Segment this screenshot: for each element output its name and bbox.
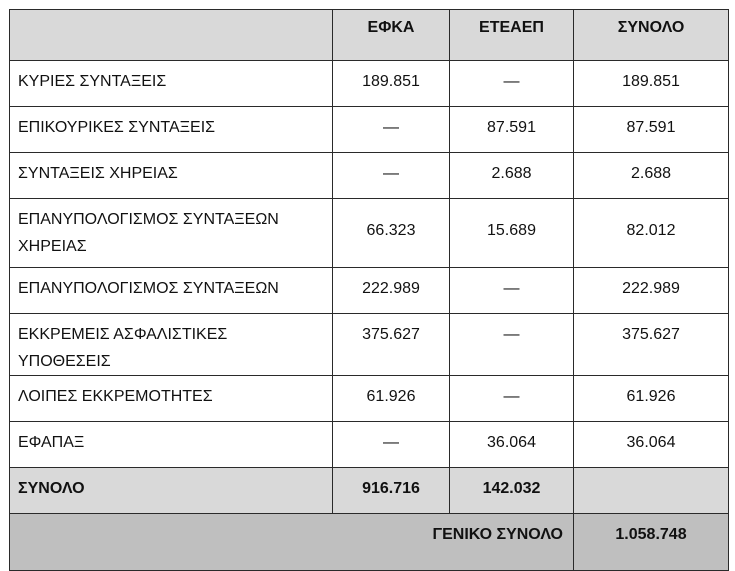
pending-cases-table [9, 9, 729, 571]
totals-row [10, 468, 729, 514]
table-row [10, 199, 729, 268]
table-row [10, 153, 729, 199]
row-total-value: 82.012 [574, 199, 729, 268]
table-row [10, 376, 729, 422]
header-eteaep: ΕΤΕΑΕΠ [450, 10, 574, 61]
table-header-row [10, 10, 729, 61]
row-efka-value: 222.989 [333, 268, 450, 314]
row-eteaep-value: 15.689 [450, 199, 574, 268]
grand-total-label: ΓΕΝΙΚΟ ΣΥΝΟΛΟ [10, 514, 574, 571]
totals-total-value [574, 468, 729, 514]
table-row [10, 268, 729, 314]
row-efka-value: — [333, 422, 450, 468]
grand-total-value: 1.058.748 [574, 514, 729, 571]
row-label: ΕΚΚΡΕΜΕΙΣ ΑΣΦΑΛΙΣΤΙΚΕΣ ΥΠΟΘΕΣΕΙΣ [10, 314, 333, 376]
header-efka: ΕΦΚΑ [333, 10, 450, 61]
row-label: ΕΠΑΝΥΠΟΛΟΓΙΣΜΟΣ ΣΥΝΤΑΞΕΩΝ ΧΗΡΕΙΑΣ [10, 199, 333, 268]
row-total-value: 375.627 [574, 314, 729, 376]
grand-total-row [10, 514, 729, 571]
row-eteaep-value: 87.591 [450, 107, 574, 153]
row-total-value: 36.064 [574, 422, 729, 468]
row-efka-value: — [333, 153, 450, 199]
totals-efka-value: 916.716 [333, 468, 450, 514]
header-empty-cell [10, 10, 333, 61]
row-total-value: 2.688 [574, 153, 729, 199]
totals-label: ΣΥΝΟΛΟ [10, 468, 333, 514]
row-total-value: 222.989 [574, 268, 729, 314]
row-label: ΕΠΑΝΥΠΟΛΟΓΙΣΜΟΣ ΣΥΝΤΑΞΕΩΝ [10, 268, 333, 314]
row-efka-value: 375.627 [333, 314, 450, 376]
table-row [10, 422, 729, 468]
row-total-value: 189.851 [574, 61, 729, 107]
row-total-value: 61.926 [574, 376, 729, 422]
row-label: ΕΦΑΠΑΞ [10, 422, 333, 468]
row-eteaep-value: 2.688 [450, 153, 574, 199]
row-efka-value: 189.851 [333, 61, 450, 107]
totals-eteaep-value: 142.032 [450, 468, 574, 514]
row-eteaep-value: — [450, 314, 574, 376]
row-efka-value: — [333, 107, 450, 153]
row-eteaep-value: — [450, 268, 574, 314]
header-total: ΣΥΝΟΛΟ [574, 10, 729, 61]
row-eteaep-value: 36.064 [450, 422, 574, 468]
row-eteaep-value: — [450, 376, 574, 422]
table-row [10, 107, 729, 153]
row-label: ΛΟΙΠΕΣ ΕΚΚΡΕΜΟΤΗΤΕΣ [10, 376, 333, 422]
row-efka-value: 61.926 [333, 376, 450, 422]
row-label: ΚΥΡΙΕΣ ΣΥΝΤΑΞΕΙΣ [10, 61, 333, 107]
table-row [10, 61, 729, 107]
row-label: ΣΥΝΤΑΞΕΙΣ ΧΗΡΕΙΑΣ [10, 153, 333, 199]
table-row [10, 314, 729, 376]
row-label: ΕΠΙΚΟΥΡΙΚΕΣ ΣΥΝΤΑΞΕΙΣ [10, 107, 333, 153]
row-efka-value: 66.323 [333, 199, 450, 268]
row-total-value: 87.591 [574, 107, 729, 153]
row-eteaep-value: — [450, 61, 574, 107]
